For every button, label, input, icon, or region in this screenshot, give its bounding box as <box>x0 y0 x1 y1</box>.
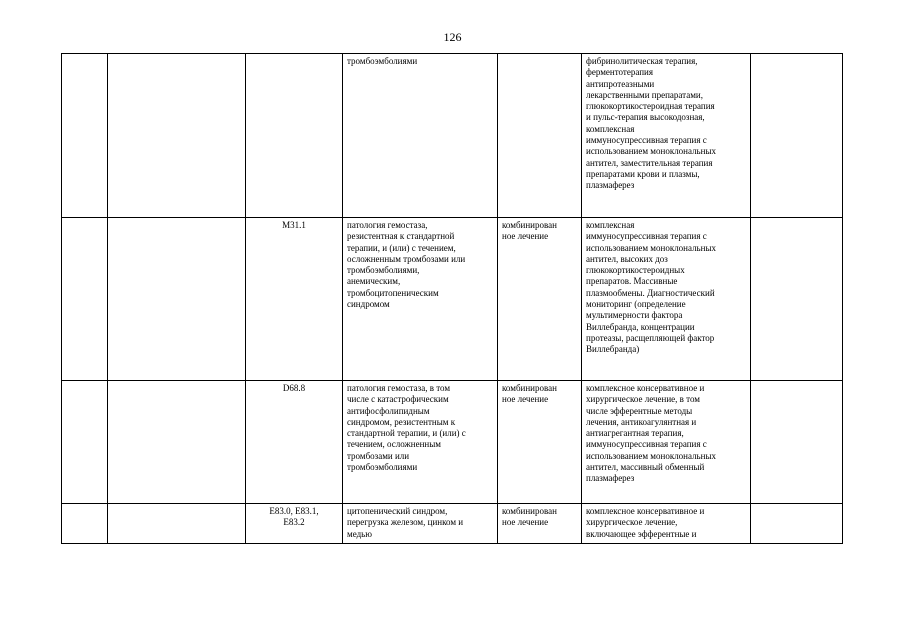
condition-cell <box>343 54 498 218</box>
condition-line: анемическим, <box>347 276 401 287</box>
condition-cell <box>343 381 498 504</box>
method-line: фибринолитическая терапия, <box>586 56 698 66</box>
condition-line: стандартной терапии, и (или) с <box>347 428 466 439</box>
table-row <box>62 381 843 504</box>
table-body <box>62 54 843 544</box>
condition-line: медью <box>347 528 372 539</box>
condition-line: синдромом <box>347 299 390 310</box>
treatment-type-cell <box>498 504 582 544</box>
row-number-cell <box>62 504 108 544</box>
treatment-table <box>61 53 843 544</box>
treatment-method-cell <box>582 504 751 544</box>
icd-code-line: M31.1 <box>282 220 306 230</box>
condition-cell <box>343 218 498 381</box>
profile-cell <box>108 504 246 544</box>
treatment-method-cell <box>582 381 751 504</box>
method-line: хирургическое лечение, <box>586 517 678 528</box>
method-line: использованием моноклональных <box>586 450 717 461</box>
profile-cell <box>108 218 246 381</box>
treatment-type-cell <box>498 218 582 381</box>
method-line: числе эфферентные методы <box>586 405 693 416</box>
condition-line: тромбоэмболиями <box>347 56 418 66</box>
method-line: плазмаферез <box>586 180 635 191</box>
condition-line: антифосфолипидным <box>347 405 430 416</box>
extra-cell <box>751 504 843 544</box>
method-line: иммуносупрессивная терапия с <box>586 439 707 450</box>
method-line: антиагрегантная терапия, <box>586 428 684 439</box>
extra-cell <box>751 381 843 504</box>
treatment-type-cell <box>498 381 582 504</box>
icd-code-line: E83.2 <box>283 517 305 528</box>
treatment-type-cell <box>498 54 582 218</box>
method-line: препаратами крови и плазмы, <box>586 168 700 179</box>
profile-cell <box>108 54 246 218</box>
method-line: комплексное консервативное и <box>586 506 705 516</box>
method-line: антител, массивный обменный <box>586 462 705 473</box>
treatment-type-line: ное лечение <box>502 231 549 242</box>
condition-line: тромбоэмболиями <box>347 462 418 473</box>
method-line: мультимерности фактора <box>586 310 683 321</box>
table-row <box>62 218 843 381</box>
extra-cell <box>751 218 843 381</box>
treatment-type-line: комбинирован <box>502 383 557 393</box>
method-line: комплексное консервативное и <box>586 383 705 393</box>
page-number: 126 <box>443 30 462 44</box>
method-line: Виллебранда) <box>586 344 640 355</box>
condition-line: перегрузка железом, цинком и <box>347 517 464 528</box>
icd-code-cell <box>246 218 343 381</box>
icd-code-cell <box>246 54 343 218</box>
method-line: глюкокортикостероидная терапия <box>586 101 715 112</box>
method-line: препаратов. Массивные <box>586 276 678 287</box>
method-line: мониторинг (определение <box>586 299 686 310</box>
method-line: протеазы, расщепляющей фактор <box>586 332 715 343</box>
condition-line: тромбоэмболиями, <box>347 265 420 276</box>
method-line: и пульс-терапия высокодозная, <box>586 112 705 123</box>
row-number-cell <box>62 218 108 381</box>
condition-line: течением, осложненным <box>347 439 441 450</box>
method-line: хирургическое лечение, в том <box>586 394 700 405</box>
method-line: лекарственными препаратами, <box>586 89 703 100</box>
method-line: иммуносупрессивная терапия с <box>586 135 707 146</box>
icd-code-line: E83.0, E83.1, <box>269 506 319 516</box>
row-number-cell <box>62 54 108 218</box>
table-row <box>62 54 843 218</box>
method-line: использованием моноклональных <box>586 146 717 157</box>
icd-code-cell <box>246 504 343 544</box>
condition-line: патология гемостаза, <box>347 220 428 230</box>
icd-code-line: D68.8 <box>282 383 306 393</box>
treatment-method-cell <box>582 218 751 381</box>
condition-line: цитопенический синдром, <box>347 506 448 516</box>
method-line: плазмообмены. Диагностический <box>586 287 715 298</box>
method-line: комплексная <box>586 123 635 134</box>
profile-cell <box>108 381 246 504</box>
condition-line: осложненным тромбозами или <box>347 253 466 264</box>
condition-cell <box>343 504 498 544</box>
row-number-cell <box>62 381 108 504</box>
icd-code-cell <box>246 381 343 504</box>
condition-line: резистентная к стандартной <box>347 231 455 242</box>
condition-line: патология гемостаза, в том <box>347 383 451 393</box>
extra-cell <box>751 54 843 218</box>
treatment-type-line: комбинирован <box>502 506 557 516</box>
method-line: плазмаферез <box>586 473 635 484</box>
treatment-method-cell <box>582 54 751 218</box>
method-line: использованием моноклональных <box>586 242 717 253</box>
method-line: антител, заместительная терапия <box>586 157 713 168</box>
method-line: лечения, антикоагулянтная и <box>586 416 697 427</box>
method-line: комплексная <box>586 220 635 230</box>
condition-line: синдромом, резистентным к <box>347 416 456 427</box>
condition-line: тромбоцитопеническим <box>347 287 439 298</box>
method-line: включающее эфферентные и <box>586 528 697 539</box>
method-line: иммуносупрессивная терапия с <box>586 231 707 242</box>
method-line: антипротеазными <box>586 78 655 89</box>
method-line: антител, высоких доз <box>586 253 668 264</box>
method-line: Виллебранда, концентрации <box>586 321 695 332</box>
treatment-type-line: комбинирован <box>502 220 557 230</box>
treatment-type-line: ное лечение <box>502 517 549 528</box>
condition-line: терапии, и (или) с течением, <box>347 242 456 253</box>
method-line: ферментотерапия <box>586 67 653 78</box>
method-line: глюкокортикостероидных <box>586 265 685 276</box>
treatment-type-line: ное лечение <box>502 394 549 405</box>
condition-line: тромбозами или <box>347 450 410 461</box>
table-row <box>62 504 843 544</box>
condition-line: числе с катастрофическим <box>347 394 449 405</box>
